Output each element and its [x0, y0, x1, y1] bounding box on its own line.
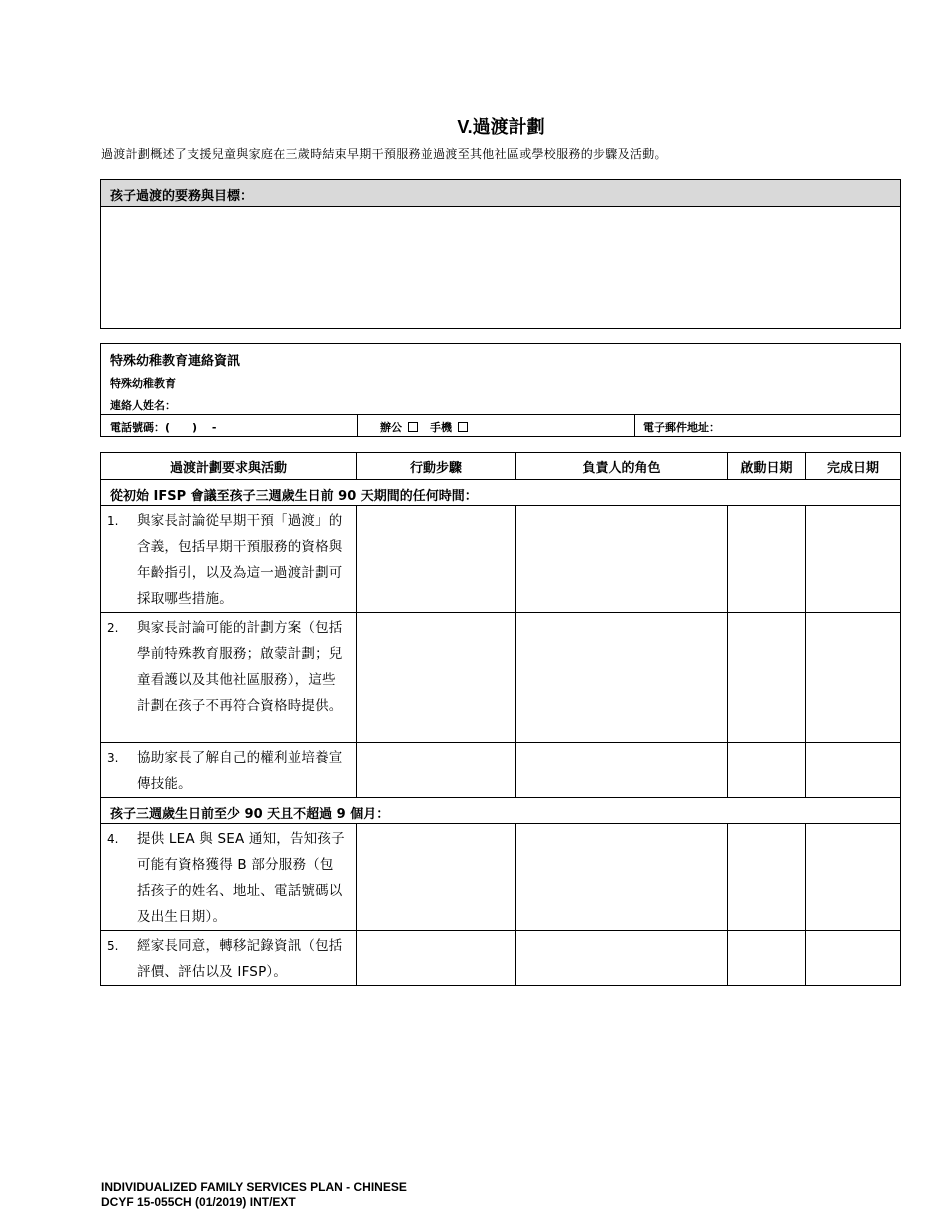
table-row	[101, 743, 901, 798]
mobile-label: 手機	[430, 421, 452, 434]
transition-plan-table	[100, 452, 901, 986]
table-row	[101, 506, 901, 613]
phone-type-options	[380, 419, 480, 435]
action-steps-cell[interactable]	[357, 931, 516, 986]
responsible-role-cell[interactable]	[516, 824, 728, 931]
contact-org-label: 特殊幼稚教育	[110, 377, 176, 390]
contact-phone-row	[101, 415, 900, 437]
goals-header: 孩子過渡的要務與目標：	[101, 180, 900, 207]
completion-date-cell[interactable]	[806, 613, 901, 743]
col-header-action-steps: 行動步驟	[357, 453, 516, 480]
section-heading-1: 從初始 IFSP 會議至孩子三週歲生日前 90 天期間的任何時間：	[101, 480, 901, 506]
email-label[interactable]: 電子郵件地址：	[643, 421, 720, 434]
goals-box[interactable]	[100, 179, 901, 329]
start-date-cell[interactable]	[728, 613, 806, 743]
contact-box	[100, 343, 901, 437]
page-title: V.過渡計劃	[457, 117, 545, 137]
table-row	[101, 613, 901, 743]
col-header-responsible-role: 負責人的角色	[516, 453, 728, 480]
responsible-role-cell[interactable]	[516, 613, 728, 743]
col-header-completion-date: 完成日期	[806, 453, 901, 480]
start-date-cell[interactable]	[728, 931, 806, 986]
office-label: 辦公	[380, 421, 402, 434]
item-text: 協助家長了解自己的權利並培養宣傳技能。	[137, 750, 343, 792]
start-date-cell[interactable]	[728, 743, 806, 798]
intro-text: 過渡計劃概述了支援兒童與家庭在三歲時結束早期干預服務並過渡至其他社區或學校服務的步驟及活動。	[101, 147, 667, 161]
start-date-cell[interactable]	[728, 506, 806, 613]
contact-name-label[interactable]: 連絡人姓名：	[110, 399, 176, 412]
responsible-role-cell[interactable]	[516, 506, 728, 613]
footer-form-title: INDIVIDUALIZED FAMILY SERVICES PLAN - CHINESE	[101, 1180, 407, 1194]
footer	[101, 1180, 407, 1210]
action-steps-cell[interactable]	[357, 824, 516, 931]
col-header-activities: 過渡計劃要求與活動	[101, 453, 357, 480]
item-text: 與家長討論從早期干預「過渡」的含義，包括早期干預服務的資格與年齡指引，以及為這一過渡計劃可採取哪些措施。	[137, 513, 343, 607]
item-text: 與家長討論可能的計劃方案（包括學前特殊教育服務；啟蒙計劃；兒童看護以及其他社區服務），這些計劃在孩子不再符合資格時提供。	[137, 620, 343, 714]
col-header-start-date: 啟動日期	[728, 453, 806, 480]
phone-label[interactable]: 電話號碼：( ) -	[110, 421, 217, 434]
item-number: 3.	[107, 751, 119, 765]
start-date-cell[interactable]	[728, 824, 806, 931]
office-checkbox[interactable]	[408, 422, 418, 432]
completion-date-cell[interactable]	[806, 743, 901, 798]
item-text: 提供 LEA 與 SEA 通知，告知孩子可能有資格獲得 B 部分服務（包括孩子的姓名、地址、電話號碼以及出生日期）。	[137, 831, 345, 925]
table-row	[101, 931, 901, 986]
completion-date-cell[interactable]	[806, 824, 901, 931]
item-number: 5.	[107, 939, 119, 953]
table-row	[101, 824, 901, 931]
item-text: 經家長同意，轉移記錄資訊（包括評價、評估以及 IFSP）。	[137, 938, 343, 980]
section-heading-2: 孩子三週歲生日前至少 90 天且不超過 9 個月：	[101, 798, 901, 824]
mobile-checkbox[interactable]	[458, 422, 468, 432]
footer-form-number: DCYF 15-055CH (01/2019) INT/EXT	[101, 1195, 296, 1209]
item-number: 4.	[107, 832, 119, 846]
responsible-role-cell[interactable]	[516, 743, 728, 798]
item-number: 1.	[107, 514, 119, 528]
action-steps-cell[interactable]	[357, 613, 516, 743]
action-steps-cell[interactable]	[357, 506, 516, 613]
item-number: 2.	[107, 621, 119, 635]
completion-date-cell[interactable]	[806, 506, 901, 613]
responsible-role-cell[interactable]	[516, 931, 728, 986]
action-steps-cell[interactable]	[357, 743, 516, 798]
contact-title: 特殊幼稚教育連絡資訊	[110, 354, 241, 369]
table-header-row	[101, 453, 901, 480]
completion-date-cell[interactable]	[806, 931, 901, 986]
